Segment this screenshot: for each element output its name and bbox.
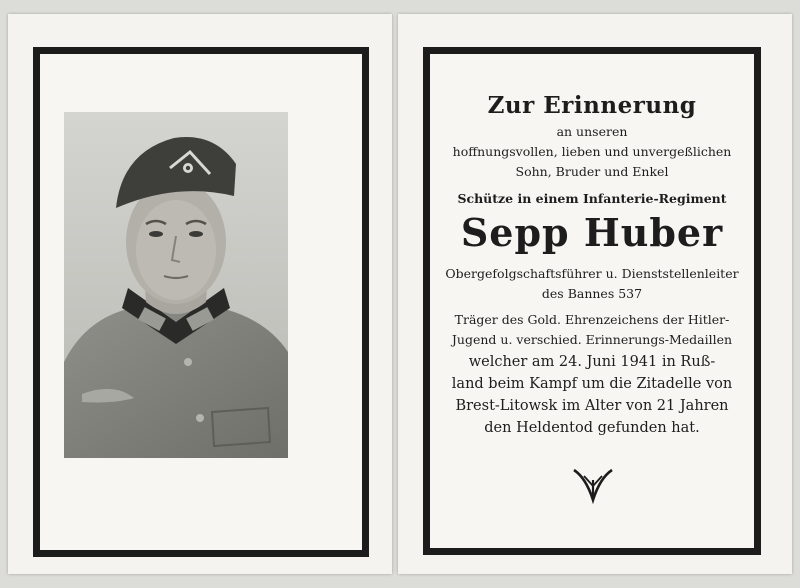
soldier-portrait-photo (64, 112, 288, 458)
honor-line-2: Jugend u. verschied. Erinnerungs-Medaillen (451, 332, 733, 347)
dedication-line-1: an unseren (556, 124, 628, 139)
rank-line: Schütze in einem Infanterie-Regiment (457, 191, 727, 206)
death-line-4: den Heldentod gefunden hat. (484, 420, 700, 436)
right-card-panel (398, 14, 792, 574)
deceased-name: Sepp Huber (460, 210, 724, 255)
death-line-2: land beim Kampf um die Zitadelle von (451, 376, 733, 392)
memorial-text-block (430, 54, 754, 548)
mourning-frame-right (423, 47, 761, 555)
death-line-1: welcher am 24. Juni 1941 in Ruß- (468, 354, 716, 370)
title-line-2: des Bannes 537 (541, 286, 643, 301)
dedication-line-3: Sohn, Bruder und Enkel (515, 164, 669, 179)
rune-symbol-icon (572, 464, 614, 504)
left-card-panel (8, 14, 392, 574)
title-line-1: Obergefolgschaftsführer u. Dienststellenleiter (445, 266, 739, 281)
dedication-line-2: hoffnungsvollen, lieben und unvergeßlichen (452, 144, 732, 159)
card-heading: Zur Erinnerung (487, 92, 697, 119)
honor-line-1: Träger des Gold. Ehrenzeichens der Hitler- (454, 312, 730, 327)
death-line-3: Brest-Litowsk im Alter von 21 Jahren (455, 398, 729, 414)
